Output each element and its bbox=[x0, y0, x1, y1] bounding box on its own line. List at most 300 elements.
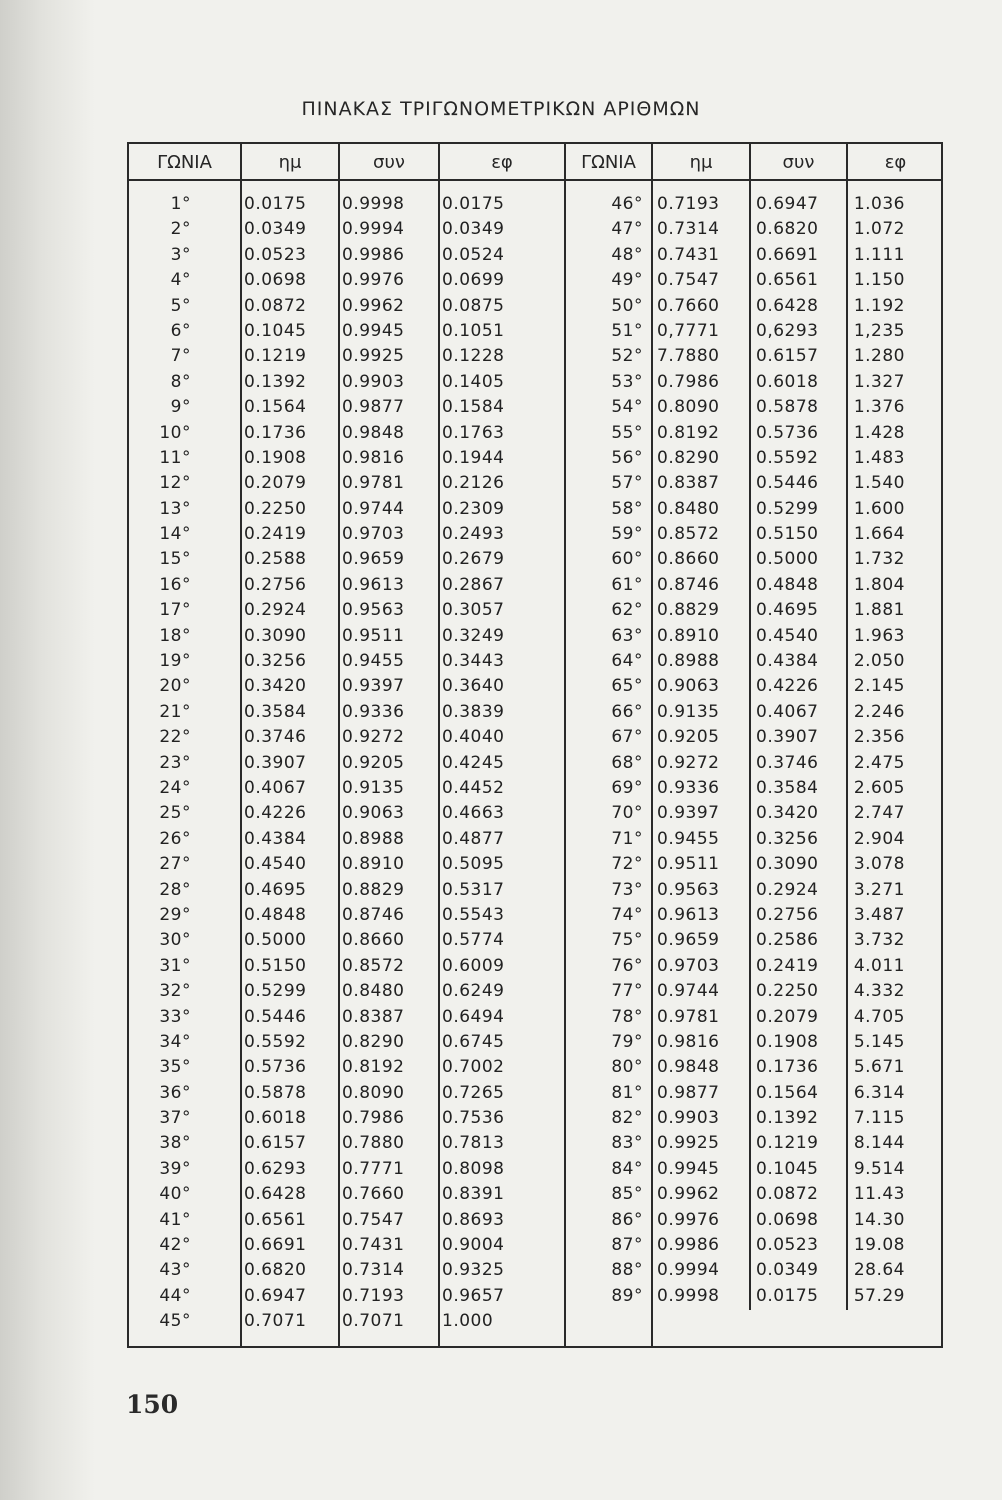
cell-right-tan: 9.514 bbox=[853, 1158, 905, 1179]
cell-left-sin: 0.6820 bbox=[244, 1260, 307, 1281]
cell-right-cos: 0.1736 bbox=[756, 1057, 819, 1078]
cell-left-cos: 0.9063 bbox=[342, 803, 405, 824]
table-row bbox=[129, 1233, 941, 1258]
table-row bbox=[129, 319, 941, 344]
cell-left-angle: 16° bbox=[159, 574, 191, 595]
cell-right-cos: 0.0872 bbox=[756, 1184, 819, 1205]
cell-left-angle: 21° bbox=[159, 701, 191, 722]
cell-right-tan: 3.487 bbox=[853, 904, 905, 925]
cell-right-cos: 0.1908 bbox=[756, 1031, 819, 1052]
cell-left-tan: 0.7536 bbox=[442, 1108, 505, 1129]
cell-right-cos: 0.2924 bbox=[756, 879, 819, 900]
cell-right-sin: 0.7547 bbox=[657, 270, 720, 291]
cell-left-sin: 0.4384 bbox=[244, 828, 307, 849]
cell-left-sin: 0.0698 bbox=[244, 270, 307, 291]
cell-right-sin: 0.9272 bbox=[657, 752, 720, 773]
cell-right-tan: 2.145 bbox=[853, 676, 905, 697]
cell-left-angle: 15° bbox=[159, 549, 191, 570]
cell-left-angle: 10° bbox=[159, 422, 191, 443]
cell-left-tan: 0.5774 bbox=[442, 930, 505, 951]
cell-left-sin: 0.5878 bbox=[244, 1082, 307, 1103]
cell-left-sin: 0.0175 bbox=[244, 194, 307, 214]
cell-right-sin: 0.9903 bbox=[657, 1108, 720, 1129]
cell-right-tan: 1.881 bbox=[853, 600, 905, 621]
cell-right-sin: 0.9397 bbox=[657, 803, 720, 824]
cell-right-angle: 78° bbox=[611, 1006, 643, 1027]
cell-right-sin: 0.9962 bbox=[657, 1184, 720, 1205]
cell-left-cos: 0.8910 bbox=[342, 854, 405, 875]
cell-left-tan: 0.6249 bbox=[442, 981, 505, 1002]
cell-left-angle: 5° bbox=[170, 295, 191, 316]
cell-left-tan: 0.4663 bbox=[442, 803, 505, 824]
cell-right-angle: 46° bbox=[611, 194, 643, 214]
cell-left-sin: 0.3090 bbox=[244, 625, 307, 646]
cell-left-tan: 0.5543 bbox=[442, 904, 505, 925]
cell-left-angle: 26° bbox=[159, 828, 191, 849]
cell-left-angle: 14° bbox=[159, 524, 191, 545]
cell-left-sin: 0.4848 bbox=[244, 904, 307, 925]
cell-left-cos: 0.9455 bbox=[342, 651, 405, 672]
cell-left-angle: 43° bbox=[159, 1260, 191, 1281]
table-row bbox=[129, 421, 941, 446]
cell-left-angle: 4° bbox=[170, 270, 191, 291]
cell-right-tan: 4.011 bbox=[853, 955, 905, 976]
header-cos-right: συν bbox=[782, 152, 815, 173]
cell-left-sin: 0.7071 bbox=[244, 1311, 307, 1332]
cell-left-cos: 0.7314 bbox=[342, 1260, 405, 1281]
cell-left-angle: 35° bbox=[159, 1057, 191, 1078]
cell-left-sin: 0.0872 bbox=[244, 295, 307, 316]
cell-left-angle: 27° bbox=[159, 854, 191, 875]
cell-right-cos: 0.5878 bbox=[756, 397, 819, 418]
table-row bbox=[129, 751, 941, 776]
cell-left-tan: 1.000 bbox=[442, 1311, 494, 1332]
cell-left-cos: 0.9998 bbox=[342, 194, 405, 214]
cell-right-sin: 0.9744 bbox=[657, 981, 720, 1002]
header-sin-right: ημ bbox=[689, 152, 713, 173]
cell-right-angle: 62° bbox=[611, 600, 643, 621]
cell-left-cos: 0.9511 bbox=[342, 625, 405, 646]
table-row bbox=[129, 801, 941, 826]
cell-right-angle: 51° bbox=[611, 320, 643, 341]
cell-left-sin: 0.3256 bbox=[244, 651, 307, 672]
cell-left-tan: 0.1584 bbox=[442, 397, 505, 418]
cell-right-angle: 73° bbox=[611, 879, 643, 900]
cell-left-angle: 6° bbox=[170, 320, 191, 341]
cell-right-sin: 0.9135 bbox=[657, 701, 720, 722]
table-row bbox=[129, 1258, 941, 1283]
cell-left-sin: 0.6293 bbox=[244, 1158, 307, 1179]
cell-left-cos: 0.8746 bbox=[342, 904, 405, 925]
header-angle-right: ΓΩΝΙΑ bbox=[581, 152, 636, 173]
cell-left-sin: 0.6157 bbox=[244, 1133, 307, 1154]
cell-right-cos: 0.4540 bbox=[756, 625, 819, 646]
cell-left-tan: 0.3640 bbox=[442, 676, 505, 697]
cell-left-sin: 0.4226 bbox=[244, 803, 307, 824]
cell-left-cos: 0.9613 bbox=[342, 574, 405, 595]
cell-left-tan: 0.4877 bbox=[442, 828, 505, 849]
cell-right-tan: 4.705 bbox=[853, 1006, 905, 1027]
cell-right-sin: 0.7431 bbox=[657, 244, 720, 265]
cell-right-cos: 0.6157 bbox=[756, 346, 819, 367]
table-row bbox=[129, 878, 941, 903]
cell-left-tan: 0.8098 bbox=[442, 1158, 505, 1179]
cell-right-angle: 50° bbox=[611, 295, 643, 316]
cell-right-sin: 0.8192 bbox=[657, 422, 720, 443]
cell-right-angle: 84° bbox=[611, 1158, 643, 1179]
table-row bbox=[129, 1030, 941, 1055]
cell-left-cos: 0.7547 bbox=[342, 1209, 405, 1230]
cell-left-tan: 0.0175 bbox=[442, 194, 505, 214]
cell-left-cos: 0.9397 bbox=[342, 676, 405, 697]
header-angle-left: ΓΩΝΙΑ bbox=[157, 152, 212, 173]
table-body bbox=[129, 192, 941, 1335]
cell-left-cos: 0.9205 bbox=[342, 752, 405, 773]
cell-right-sin: 0.9455 bbox=[657, 828, 720, 849]
cell-left-tan: 0.2309 bbox=[442, 498, 505, 519]
cell-right-sin: 7.7880 bbox=[657, 346, 720, 367]
cell-left-sin: 0.6947 bbox=[244, 1285, 307, 1306]
cell-right-cos: 0.6428 bbox=[756, 295, 819, 316]
cell-left-cos: 0.7660 bbox=[342, 1184, 405, 1205]
cell-left-tan: 0.7002 bbox=[442, 1057, 505, 1078]
cell-left-cos: 0.9563 bbox=[342, 600, 405, 621]
cell-left-sin: 0.5736 bbox=[244, 1057, 307, 1078]
cell-left-cos: 0.7986 bbox=[342, 1108, 405, 1129]
cell-right-tan: 2.904 bbox=[853, 828, 905, 849]
cell-right-cos: 0.3746 bbox=[756, 752, 819, 773]
cell-left-cos: 0.7071 bbox=[342, 1311, 405, 1332]
cell-right-sin: 0,7771 bbox=[657, 320, 720, 341]
cell-left-angle: 9° bbox=[170, 397, 191, 418]
cell-right-angle: 75° bbox=[611, 930, 643, 951]
table-row bbox=[129, 700, 941, 725]
cell-right-angle: 64° bbox=[611, 651, 643, 672]
cell-left-cos: 0.8192 bbox=[342, 1057, 405, 1078]
cell-left-tan: 0.9325 bbox=[442, 1260, 505, 1281]
cell-left-sin: 0.1045 bbox=[244, 320, 307, 341]
cell-right-angle: 56° bbox=[611, 447, 643, 468]
cell-right-sin: 0.9976 bbox=[657, 1209, 720, 1230]
cell-left-tan: 0.4040 bbox=[442, 727, 505, 748]
cell-right-tan: 2.246 bbox=[853, 701, 905, 722]
cell-right-tan: 1.072 bbox=[853, 219, 905, 240]
cell-right-sin: 0.9945 bbox=[657, 1158, 720, 1179]
cell-left-angle: 34° bbox=[159, 1031, 191, 1052]
cell-left-tan: 0.3249 bbox=[442, 625, 505, 646]
cell-left-cos: 0.9135 bbox=[342, 777, 405, 798]
cell-right-angle: 54° bbox=[611, 397, 643, 418]
table-row bbox=[129, 725, 941, 750]
table-row bbox=[129, 827, 941, 852]
cell-right-angle: 81° bbox=[611, 1082, 643, 1103]
cell-right-tan: 1.600 bbox=[853, 498, 905, 519]
cell-left-tan: 0.0699 bbox=[442, 270, 505, 291]
cell-left-angle: 18° bbox=[159, 625, 191, 646]
cell-right-angle: 89° bbox=[611, 1285, 643, 1306]
cell-left-tan: 0.5317 bbox=[442, 879, 505, 900]
cell-left-tan: 0.5095 bbox=[442, 854, 505, 875]
cell-right-tan: 2.747 bbox=[853, 803, 905, 824]
cell-left-cos: 0.9962 bbox=[342, 295, 405, 316]
cell-right-angle: 82° bbox=[611, 1108, 643, 1129]
cell-left-sin: 0.5150 bbox=[244, 955, 307, 976]
cell-right-sin: 0.9563 bbox=[657, 879, 720, 900]
cell-right-cos: 0.3256 bbox=[756, 828, 819, 849]
cell-right-cos: 0.1392 bbox=[756, 1108, 819, 1129]
cell-right-angle: 49° bbox=[611, 270, 643, 291]
cell-right-sin: 0.9613 bbox=[657, 904, 720, 925]
table-row bbox=[129, 471, 941, 496]
cell-left-cos: 0.9336 bbox=[342, 701, 405, 722]
cell-left-tan: 0.2126 bbox=[442, 473, 505, 494]
cell-right-sin: 0.9816 bbox=[657, 1031, 720, 1052]
cell-right-angle: 47° bbox=[611, 219, 643, 240]
cell-right-tan: 1,235 bbox=[853, 320, 905, 341]
cell-right-tan: 1.483 bbox=[853, 447, 905, 468]
cell-right-cos: 0.0175 bbox=[756, 1285, 819, 1306]
cell-left-cos: 0.7771 bbox=[342, 1158, 405, 1179]
table-row bbox=[129, 979, 941, 1004]
cell-left-cos: 0.9925 bbox=[342, 346, 405, 367]
cell-left-cos: 0.9848 bbox=[342, 422, 405, 443]
cell-left-tan: 0.8391 bbox=[442, 1184, 505, 1205]
cell-right-sin: 0.9336 bbox=[657, 777, 720, 798]
cell-left-angle: 12° bbox=[159, 473, 191, 494]
cell-right-tan: 1.327 bbox=[853, 371, 905, 392]
cell-right-angle: 60° bbox=[611, 549, 643, 570]
cell-left-sin: 0.5592 bbox=[244, 1031, 307, 1052]
table-row bbox=[129, 649, 941, 674]
cell-left-angle: 25° bbox=[159, 803, 191, 824]
cell-right-cos: 0.0349 bbox=[756, 1260, 819, 1281]
cell-right-angle: 58° bbox=[611, 498, 643, 519]
cell-right-tan: 1.963 bbox=[853, 625, 905, 646]
cell-left-cos: 0.8660 bbox=[342, 930, 405, 951]
cell-right-sin: 0.8387 bbox=[657, 473, 720, 494]
cell-left-cos: 0.7193 bbox=[342, 1285, 405, 1306]
cell-left-angle: 22° bbox=[159, 727, 191, 748]
cell-right-angle: 70° bbox=[611, 803, 643, 824]
cell-left-angle: 11° bbox=[159, 447, 191, 468]
cell-right-cos: 0.2079 bbox=[756, 1006, 819, 1027]
cell-left-cos: 0.9976 bbox=[342, 270, 405, 291]
table-row bbox=[129, 624, 941, 649]
cell-right-tan: 14.30 bbox=[853, 1209, 905, 1230]
cell-left-tan: 0.4452 bbox=[442, 777, 505, 798]
cell-left-angle: 38° bbox=[159, 1133, 191, 1154]
cell-right-angle: 59° bbox=[611, 524, 643, 545]
cell-left-angle: 7° bbox=[170, 346, 191, 367]
cell-right-sin: 0.8746 bbox=[657, 574, 720, 595]
cell-right-angle: 66° bbox=[611, 701, 643, 722]
cell-left-angle: 32° bbox=[159, 981, 191, 1002]
cell-right-angle: 79° bbox=[611, 1031, 643, 1052]
cell-left-cos: 0.8829 bbox=[342, 879, 405, 900]
cell-right-tan: 3.078 bbox=[853, 854, 905, 875]
page-number: 150 bbox=[126, 1390, 179, 1419]
cell-left-sin: 0.6691 bbox=[244, 1235, 307, 1256]
cell-right-cos: 0.4384 bbox=[756, 651, 819, 672]
cell-left-angle: 28° bbox=[159, 879, 191, 900]
cell-right-cos: 0.2250 bbox=[756, 981, 819, 1002]
cell-right-sin: 0.9925 bbox=[657, 1133, 720, 1154]
cell-left-cos: 0.9703 bbox=[342, 524, 405, 545]
cell-right-tan: 1.804 bbox=[853, 574, 905, 595]
cell-left-angle: 24° bbox=[159, 777, 191, 798]
cell-left-angle: 8° bbox=[170, 371, 191, 392]
cell-right-tan: 2.356 bbox=[853, 727, 905, 748]
cell-right-sin: 0.9703 bbox=[657, 955, 720, 976]
cell-left-sin: 0.2079 bbox=[244, 473, 307, 494]
cell-left-angle: 3° bbox=[170, 244, 191, 265]
cell-right-tan: 3.732 bbox=[853, 930, 905, 951]
cell-right-cos: 0.5736 bbox=[756, 422, 819, 443]
cell-right-tan: 1.150 bbox=[853, 270, 905, 291]
table-row bbox=[129, 1106, 941, 1131]
cell-right-sin: 0.7660 bbox=[657, 295, 720, 316]
cell-right-sin: 0.9986 bbox=[657, 1235, 720, 1256]
cell-left-tan: 0.9657 bbox=[442, 1285, 505, 1306]
cell-left-sin: 0.3907 bbox=[244, 752, 307, 773]
cell-right-tan: 1.111 bbox=[853, 244, 905, 265]
cell-right-sin: 0.9781 bbox=[657, 1006, 720, 1027]
cell-right-angle: 85° bbox=[611, 1184, 643, 1205]
cell-right-angle: 67° bbox=[611, 727, 643, 748]
cell-left-sin: 0.5299 bbox=[244, 981, 307, 1002]
cell-right-angle: 52° bbox=[611, 346, 643, 367]
header-tan-left: εφ bbox=[491, 152, 513, 173]
cell-left-tan: 0.9004 bbox=[442, 1235, 505, 1256]
cell-left-tan: 0.1763 bbox=[442, 422, 505, 443]
cell-left-sin: 0.0349 bbox=[244, 219, 307, 240]
cell-right-cos: 0.4695 bbox=[756, 600, 819, 621]
cell-right-cos: 0.3584 bbox=[756, 777, 819, 798]
cell-left-angle: 33° bbox=[159, 1006, 191, 1027]
cell-right-angle: 77° bbox=[611, 981, 643, 1002]
cell-right-cos: 0.5446 bbox=[756, 473, 819, 494]
cell-left-cos: 0.9877 bbox=[342, 397, 405, 418]
cell-right-angle: 86° bbox=[611, 1209, 643, 1230]
cell-left-sin: 0.4067 bbox=[244, 777, 307, 798]
table-row bbox=[129, 1157, 941, 1182]
table-row bbox=[129, 192, 941, 217]
cell-right-cos: 0.2756 bbox=[756, 904, 819, 925]
table-row bbox=[129, 573, 941, 598]
cell-right-tan: 11.43 bbox=[853, 1184, 905, 1205]
table-row bbox=[129, 1081, 941, 1106]
cell-right-sin: 0.7193 bbox=[657, 194, 720, 214]
cell-right-tan: 8.144 bbox=[853, 1133, 905, 1154]
table-row bbox=[129, 294, 941, 319]
cell-left-cos: 0.9986 bbox=[342, 244, 405, 265]
cell-right-angle: 87° bbox=[611, 1235, 643, 1256]
cell-left-cos: 0.9744 bbox=[342, 498, 405, 519]
cell-right-sin: 0.8090 bbox=[657, 397, 720, 418]
cell-right-sin: 0.9063 bbox=[657, 676, 720, 697]
cell-right-sin: 0.8480 bbox=[657, 498, 720, 519]
cell-right-angle: 63° bbox=[611, 625, 643, 646]
cell-right-sin: 0.9511 bbox=[657, 854, 720, 875]
page-edge-shadow bbox=[0, 0, 95, 1500]
cell-left-tan: 0.0875 bbox=[442, 295, 505, 316]
cell-right-cos: 0.4067 bbox=[756, 701, 819, 722]
cell-right-cos: 0.4848 bbox=[756, 574, 819, 595]
cell-right-tan: 1.732 bbox=[853, 549, 905, 570]
table-row bbox=[129, 1208, 941, 1233]
cell-right-cos: 0.4226 bbox=[756, 676, 819, 697]
cell-left-tan: 0.0349 bbox=[442, 219, 505, 240]
cell-left-cos: 0.9994 bbox=[342, 219, 405, 240]
cell-right-sin: 0.8290 bbox=[657, 447, 720, 468]
cell-left-tan: 0.2867 bbox=[442, 574, 505, 595]
cell-right-angle: 88° bbox=[611, 1260, 643, 1281]
cell-left-cos: 0.8290 bbox=[342, 1031, 405, 1052]
cell-left-angle: 1° bbox=[170, 194, 191, 214]
cell-right-sin: 0.8988 bbox=[657, 651, 720, 672]
cell-right-cos: 0.1045 bbox=[756, 1158, 819, 1179]
table-row bbox=[129, 928, 941, 953]
table-row bbox=[129, 1284, 941, 1309]
table-row bbox=[129, 1309, 941, 1334]
table-row bbox=[129, 243, 941, 268]
cell-right-angle: 48° bbox=[611, 244, 643, 265]
cell-right-tan: 4.332 bbox=[853, 981, 905, 1002]
cell-left-sin: 0.1564 bbox=[244, 397, 307, 418]
cell-right-sin: 0.8829 bbox=[657, 600, 720, 621]
header-sin-left: ημ bbox=[278, 152, 302, 173]
cell-right-tan: 28.64 bbox=[853, 1260, 905, 1281]
cell-right-tan: 7.115 bbox=[853, 1108, 905, 1129]
cell-left-angle: 41° bbox=[159, 1209, 191, 1230]
table-row bbox=[129, 497, 941, 522]
cell-right-sin: 0.9848 bbox=[657, 1057, 720, 1078]
cell-right-tan: 2.475 bbox=[853, 752, 905, 773]
cell-right-cos: 0.6820 bbox=[756, 219, 819, 240]
cell-left-tan: 0.3057 bbox=[442, 600, 505, 621]
table-row bbox=[129, 395, 941, 420]
cell-right-cos: 0.1564 bbox=[756, 1082, 819, 1103]
table-row bbox=[129, 1182, 941, 1207]
cell-left-tan: 0.7265 bbox=[442, 1082, 505, 1103]
cell-right-sin: 0.9659 bbox=[657, 930, 720, 951]
cell-left-cos: 0.8988 bbox=[342, 828, 405, 849]
cell-right-angle: 76° bbox=[611, 955, 643, 976]
cell-right-angle: 72° bbox=[611, 854, 643, 875]
cell-right-cos: 0.0698 bbox=[756, 1209, 819, 1230]
cell-left-angle: 45° bbox=[159, 1311, 191, 1332]
cell-right-cos: 0,6293 bbox=[756, 320, 819, 341]
cell-left-tan: 0.7813 bbox=[442, 1133, 505, 1154]
cell-left-sin: 0.1908 bbox=[244, 447, 307, 468]
table-row bbox=[129, 776, 941, 801]
cell-right-cos: 0.6691 bbox=[756, 244, 819, 265]
cell-left-angle: 23° bbox=[159, 752, 191, 773]
cell-right-angle: 65° bbox=[611, 676, 643, 697]
table-row bbox=[129, 370, 941, 395]
table-row bbox=[129, 1055, 941, 1080]
cell-right-angle: 55° bbox=[611, 422, 643, 443]
cell-right-angle: 53° bbox=[611, 371, 643, 392]
cell-left-tan: 0.6494 bbox=[442, 1006, 505, 1027]
cell-left-tan: 0.4245 bbox=[442, 752, 505, 773]
cell-left-sin: 0.5446 bbox=[244, 1006, 307, 1027]
cell-left-angle: 39° bbox=[159, 1158, 191, 1179]
cell-left-angle: 42° bbox=[159, 1235, 191, 1256]
cell-right-tan: 5.145 bbox=[853, 1031, 905, 1052]
cell-left-cos: 0.9659 bbox=[342, 549, 405, 570]
cell-left-cos: 0.7880 bbox=[342, 1133, 405, 1154]
